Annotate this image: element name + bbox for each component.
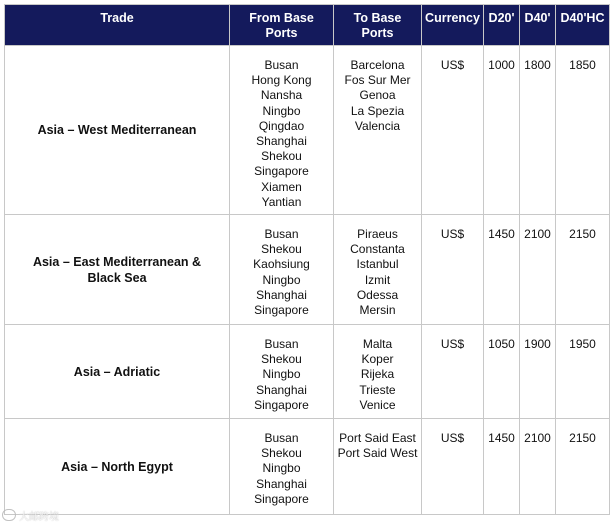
port-name: Shekou: [261, 242, 302, 257]
from-ports-cell: [230, 215, 334, 325]
trade-cell: Asia – West Mediterranean: [5, 46, 230, 215]
port-name: Istanbul: [356, 257, 399, 272]
d40hc-rate-cell: 2150: [556, 215, 610, 325]
freight-rate-table: [4, 4, 610, 515]
table-row: [5, 215, 610, 325]
to-ports-cell: [334, 325, 422, 419]
port-name: Valencia: [354, 118, 401, 133]
port-name: Ningbo: [262, 461, 301, 476]
d40hc-rate-cell: 1950: [556, 325, 610, 419]
d40hc-rate-cell: 1850: [556, 46, 610, 215]
port-name: Yantian: [261, 194, 302, 209]
from-ports-cell: [230, 419, 334, 515]
header-row: [5, 5, 610, 46]
currency-cell: US$: [422, 215, 484, 325]
port-name: Koper: [361, 352, 394, 367]
port-name: Busan: [264, 431, 299, 446]
d20-rate-cell: 1000: [484, 46, 520, 215]
port-name: Shanghai: [256, 476, 307, 491]
header-d20: D20': [484, 5, 520, 46]
port-name: Venice: [359, 397, 396, 412]
header-d40: D40': [520, 5, 556, 46]
d40hc-rate-cell: 2150: [556, 419, 610, 515]
d20-rate-cell: 1450: [484, 419, 520, 515]
port-name: Ningbo: [262, 103, 301, 118]
d40-rate-cell: 1800: [520, 46, 556, 215]
d20-rate-cell: 1050: [484, 325, 520, 419]
table-row: [5, 419, 610, 515]
header-to-base-ports: To Base Ports: [334, 5, 422, 46]
port-name: Nansha: [260, 88, 303, 103]
d20-rate-cell: 1450: [484, 215, 520, 325]
port-name: Izmit: [364, 272, 391, 287]
currency-cell: US$: [422, 325, 484, 419]
table-row: [5, 46, 610, 215]
port-name: Odessa: [356, 287, 399, 302]
watermark-text: 大邮跨境: [19, 511, 59, 523]
port-name: Shekou: [261, 446, 302, 461]
port-name: La Spezia: [350, 103, 405, 118]
port-name: Busan: [264, 337, 299, 352]
port-name: Barcelona: [350, 58, 405, 72]
port-name: Fos Sur Mer: [344, 73, 411, 88]
port-name: Trieste: [359, 382, 396, 397]
port-name: Malta: [362, 337, 393, 352]
port-name: Constanta: [350, 242, 405, 257]
port-name: Rijeka: [360, 367, 395, 382]
header-trade: Trade: [5, 5, 230, 46]
port-name: Qingdao: [258, 118, 305, 133]
port-name: Hong Kong: [251, 73, 312, 88]
trade-cell: Asia – Adriatic: [5, 325, 230, 419]
port-name: Shanghai: [256, 382, 307, 397]
d40-rate-cell: 2100: [520, 419, 556, 515]
port-name: Mersin: [359, 303, 396, 318]
to-ports-cell: [334, 215, 422, 325]
port-name: Singapore: [254, 397, 309, 412]
port-name: Shanghai: [256, 287, 307, 302]
from-ports-cell: [230, 325, 334, 419]
port-name: Kaohsiung: [253, 257, 310, 272]
trade-cell: Asia – North Egypt: [5, 419, 230, 515]
to-ports-cell: [334, 419, 422, 515]
port-name: Ningbo: [262, 367, 301, 382]
port-name: Port Said West: [337, 446, 418, 461]
port-name: Shanghai: [256, 134, 307, 149]
port-name: Singapore: [254, 491, 309, 506]
watermark: [2, 507, 59, 523]
port-name: Busan: [264, 58, 299, 72]
port-name: Genoa: [359, 88, 396, 103]
header-d40hc: D40'HC: [556, 5, 610, 46]
table-row: [5, 325, 610, 419]
watermark-logo-icon: [2, 509, 16, 521]
port-name: Shekou: [261, 149, 302, 164]
d40-rate-cell: 2100: [520, 215, 556, 325]
to-ports-cell: [334, 46, 422, 215]
port-name: Port Said East: [339, 431, 416, 446]
port-name: Piraeus: [357, 227, 398, 242]
port-name: Shekou: [261, 352, 302, 367]
d40-rate-cell: 1900: [520, 325, 556, 419]
currency-cell: US$: [422, 419, 484, 515]
port-name: Singapore: [254, 164, 309, 179]
port-name: Singapore: [254, 303, 309, 318]
header-currency: Currency: [422, 5, 484, 46]
trade-cell: Asia – East Mediterranean & Black Sea: [5, 215, 230, 325]
port-name: Ningbo: [262, 272, 301, 287]
port-name: Busan: [264, 227, 299, 242]
from-ports-cell: [230, 46, 334, 215]
header-from-base-ports: From Base Ports: [230, 5, 334, 46]
port-name: Xiamen: [261, 179, 302, 194]
table-body: [5, 46, 610, 515]
currency-cell: US$: [422, 46, 484, 215]
